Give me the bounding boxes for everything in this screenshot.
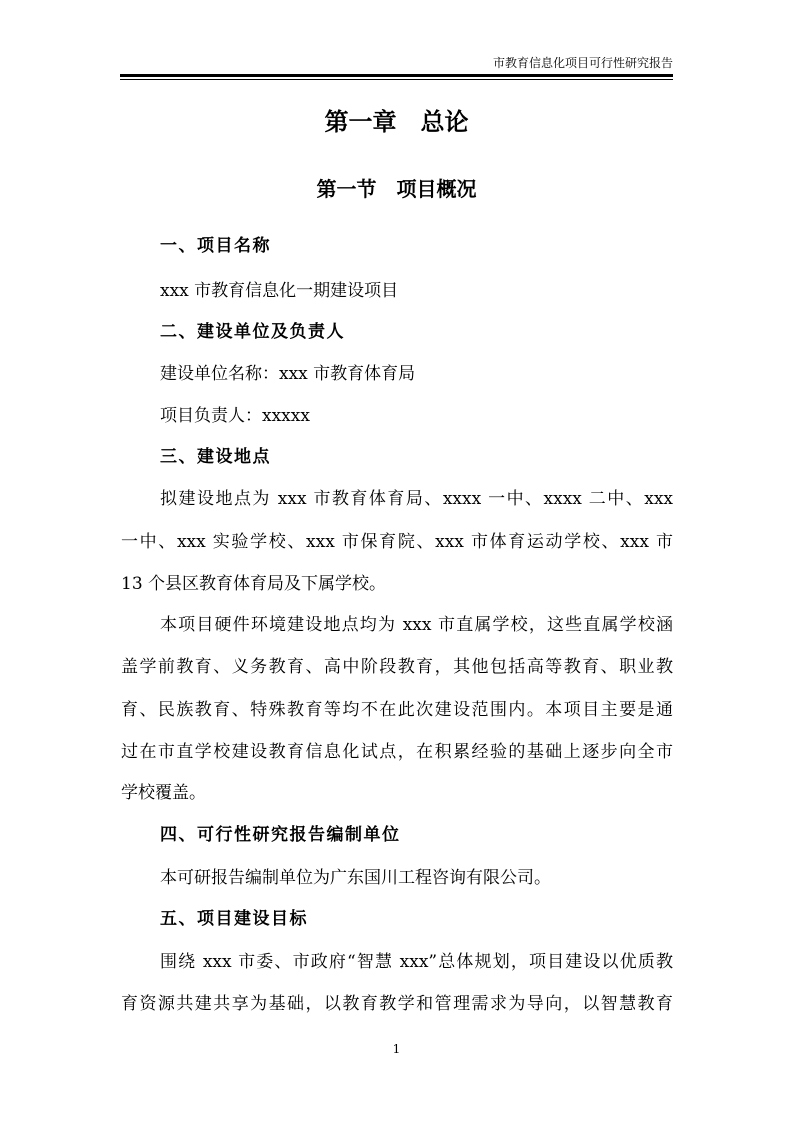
goals-line: 育资源共建共享为基础，以教育教学和管理需求为导向，以智慧教育	[121, 994, 673, 1014]
location-p2-line: 过在市直学校建设教育信息化试点，在积累经验的基础上逐步向全市	[121, 742, 673, 762]
location-p1-line: 13 个县区教育体育局及下属学校。	[121, 574, 387, 594]
location-p2-line: 育、民族教育、特殊教育等均不在此次建设范围内。本项目主要是通	[121, 700, 673, 720]
heading-report-unit: 四、可行性研究报告编制单位	[160, 825, 401, 845]
heading-project-name: 一、项目名称	[160, 236, 271, 256]
project-name-text: xxx 市教育信息化一期建设项目	[160, 281, 399, 301]
location-p1-line: 一中、xxx 实验学校、xxx 市保育院、xxx 市体育运动学校、xxx 市	[121, 532, 673, 552]
header-rule-thick	[120, 74, 673, 77]
location-p2-line: 盖学前教育、义务教育、高中阶段教育，其他包括高等教育、职业教	[121, 657, 673, 677]
page-number: 1	[392, 1042, 401, 1056]
section-title: 第一节 项目概况	[316, 177, 477, 201]
goals-line: 围绕 xxx 市委、市政府“智慧 xxx”总体规划，项目建设以优质教	[160, 952, 673, 972]
project-lead-text: 项目负责人：xxxxx	[160, 406, 310, 426]
heading-location: 三、建设地点	[160, 447, 271, 467]
header-rule-thin	[120, 79, 673, 80]
location-p2-line: 学校覆盖。	[121, 783, 206, 803]
location-p2-line: 本项目硬件环境建设地点均为 xxx 市直属学校，这些直属学校涵	[160, 615, 673, 635]
heading-goals: 五、项目建设目标	[160, 909, 308, 929]
report-unit-text: 本可研报告编制单位为广东国川工程咨询有限公司。	[160, 868, 551, 888]
chapter-title: 第一章 总论	[324, 108, 469, 136]
location-p1-line: 拟建设地点为 xxx 市教育体育局、xxxx 一中、xxxx 二中、xxx	[160, 489, 673, 509]
heading-builder: 二、建设单位及负责人	[160, 322, 345, 342]
running-header: 市教育信息化项目可行性研究报告	[492, 56, 673, 70]
builder-name-text: 建设单位名称：xxx 市教育体育局	[160, 364, 416, 384]
